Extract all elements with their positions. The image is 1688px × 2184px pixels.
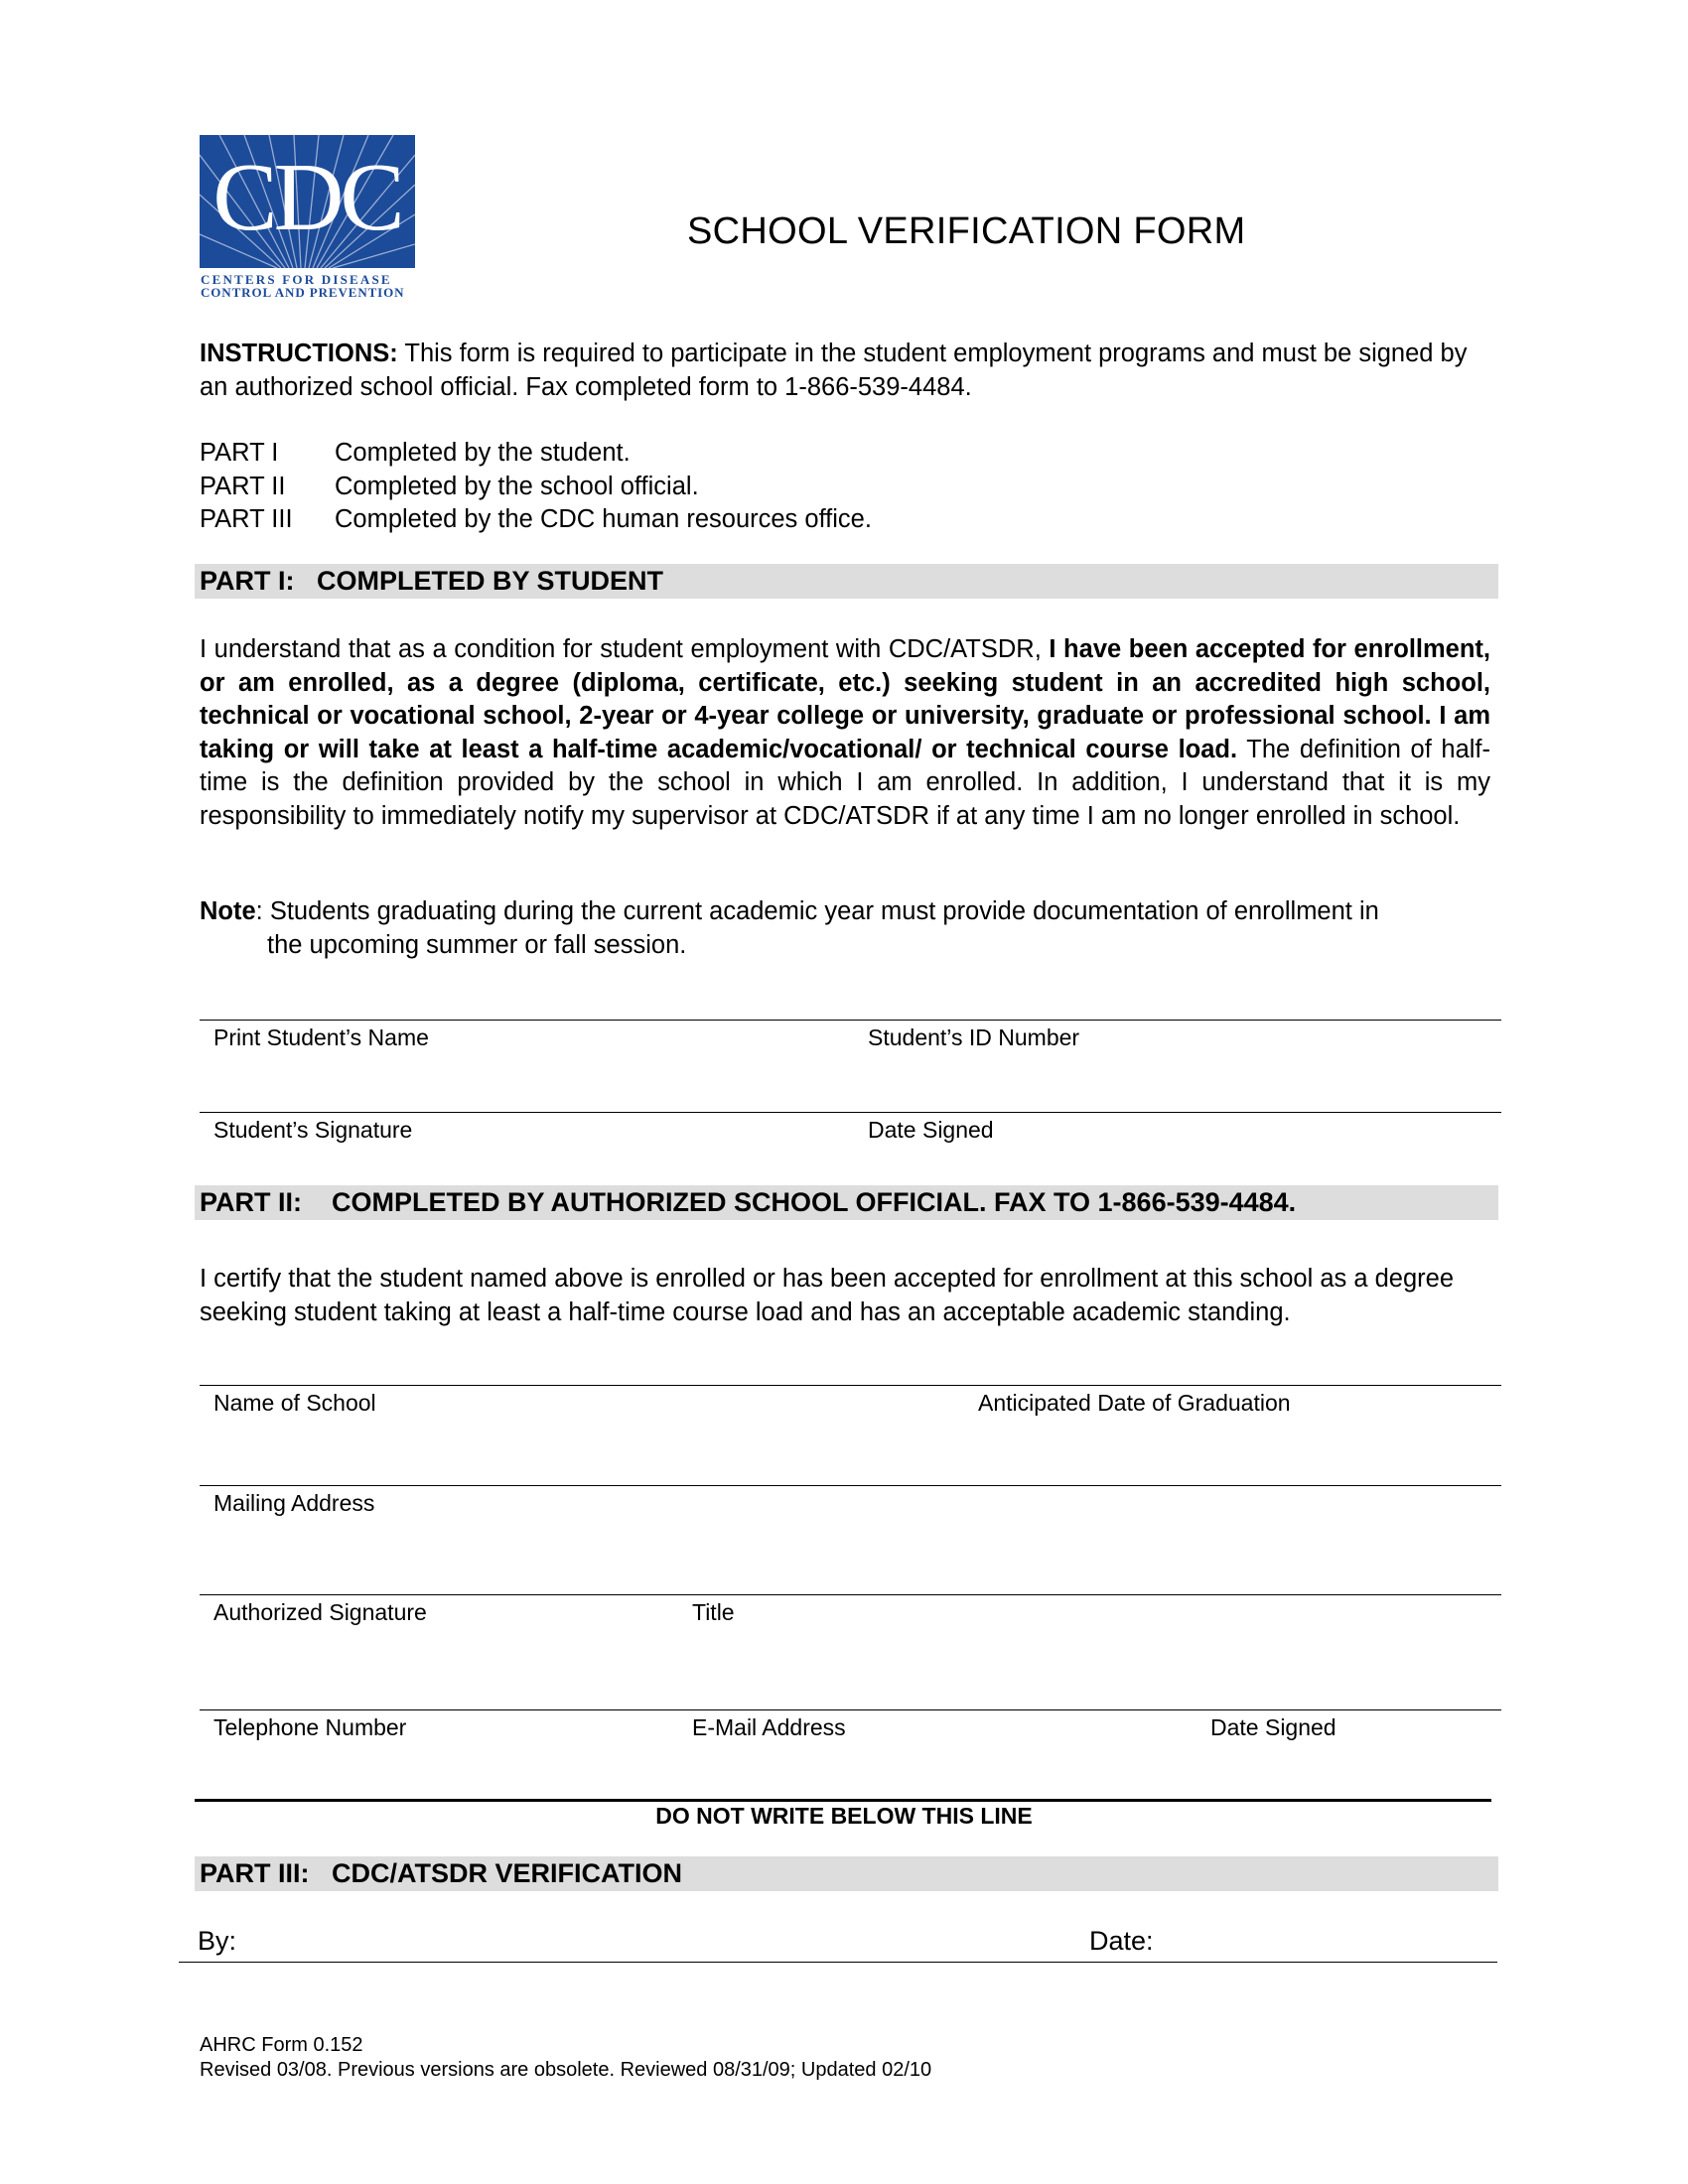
email-field[interactable]: E-Mail Address xyxy=(692,1714,846,1740)
part1-statement xyxy=(200,633,1490,833)
part3-section-bar xyxy=(195,1856,1498,1891)
part-desc: Completed by the student. xyxy=(335,439,631,467)
mailing-address-field[interactable]: Mailing Address xyxy=(213,1490,375,1516)
parts-list-item xyxy=(200,471,872,504)
field-line xyxy=(200,1594,1501,1595)
parts-list-item xyxy=(200,503,872,537)
part-desc: Completed by the CDC human resources office. xyxy=(335,505,872,533)
student-id-field[interactable]: Student’s ID Number xyxy=(868,1024,1080,1050)
part1-text-rest: The definition of half-time is the definition provided by the school in which I am enrolled. In addition, I understand that it is my responsibility to immediately notify my supervisor at CDC/ATSDR if at any time I am no longer enrolled in school. xyxy=(200,735,1490,830)
verification-line xyxy=(179,1962,1497,1963)
part1-text-intro: I understand that as a condition for student employment with CDC/ATSDR, xyxy=(200,635,1050,663)
logo-subtitle-line1: CENTERS FOR DISEASE xyxy=(201,272,392,287)
revision-note: Revised 03/08. Previous versions are obsolete. Reviewed 08/31/09; Updated 02/10 xyxy=(200,2059,932,2081)
note-label: Note xyxy=(200,897,256,925)
part3-heading: PART III: CDC/ATSDR VERIFICATION xyxy=(200,1858,682,1888)
part1-note xyxy=(200,895,1490,962)
part1-heading: PART I: COMPLETED BY STUDENT xyxy=(200,566,664,596)
part1-text-bold: I have been accepted for enrollment, or am enrolled, as a degree (diploma, certificate, etc.) seeking student in an accredited high school, technical or vocational school, 2-year or 4-year college or university, graduate or professional school. I am taking or will take at least a half-time academic/vocational/ or technical course load. xyxy=(200,635,1490,763)
official-date-signed-field[interactable]: Date Signed xyxy=(1210,1714,1336,1740)
part2-statement: I certify that the student named above is enrolled or has been accepted for enrollment at this school as a degree seeking student taking at least a half-time course load and has an acceptable academic standing. xyxy=(200,1265,1455,1326)
field-line xyxy=(200,1709,1501,1710)
part2-heading: PART II: COMPLETED BY AUTHORIZED SCHOOL OFFICIAL. FAX TO 1-866-539-4484. xyxy=(200,1187,1297,1217)
verification-date-field[interactable]: Date: xyxy=(1089,1926,1154,1956)
student-name-field[interactable]: Print Student’s Name xyxy=(213,1024,429,1050)
form-title: SCHOOL VERIFICATION FORM xyxy=(687,210,1246,252)
graduation-date-field[interactable]: Anticipated Date of Graduation xyxy=(978,1390,1291,1416)
cdc-logo xyxy=(200,135,415,298)
parts-list xyxy=(200,437,872,537)
field-line xyxy=(200,1385,1501,1386)
field-line xyxy=(200,1485,1501,1486)
school-name-field[interactable]: Name of School xyxy=(213,1390,376,1416)
field-line xyxy=(200,1020,1501,1021)
instructions xyxy=(200,338,1490,404)
form-number: AHRC Form 0.152 xyxy=(200,2034,363,2056)
parts-list-item xyxy=(200,437,872,471)
student-date-signed-field[interactable]: Date Signed xyxy=(868,1117,994,1143)
by-field[interactable]: By: xyxy=(198,1926,237,1956)
instructions-text: This form is required to participate in the student employment programs and must be signed by an authorized school official. Fax completed form to 1-866-539-4484. xyxy=(200,340,1468,401)
telephone-field[interactable]: Telephone Number xyxy=(213,1714,407,1740)
authorized-signature-field[interactable]: Authorized Signature xyxy=(213,1599,427,1625)
part2-section-bar xyxy=(195,1185,1498,1220)
note-line1: : Students graduating during the current academic year must provide documentation of enrollment in xyxy=(255,897,1379,925)
field-line xyxy=(200,1112,1501,1113)
logo-text: CDC xyxy=(212,144,401,251)
student-signature-field[interactable]: Student’s Signature xyxy=(213,1117,413,1143)
part-label: PART I xyxy=(200,439,279,467)
do-not-write-notice: DO NOT WRITE BELOW THIS LINE xyxy=(655,1803,1033,1829)
part-label: PART III xyxy=(200,505,293,533)
note-line2: the upcoming summer or fall session. xyxy=(267,930,687,959)
instructions-label: INSTRUCTIONS: xyxy=(200,340,398,367)
logo-subtitle-line2: CONTROL AND PREVENTION xyxy=(201,285,405,298)
part1-section-bar xyxy=(195,564,1498,599)
official-title-field[interactable]: Title xyxy=(692,1599,735,1625)
do-not-write-divider xyxy=(195,1799,1491,1802)
part-label: PART II xyxy=(200,472,286,500)
form-footer xyxy=(200,2033,931,2083)
part-desc: Completed by the school official. xyxy=(335,472,699,500)
